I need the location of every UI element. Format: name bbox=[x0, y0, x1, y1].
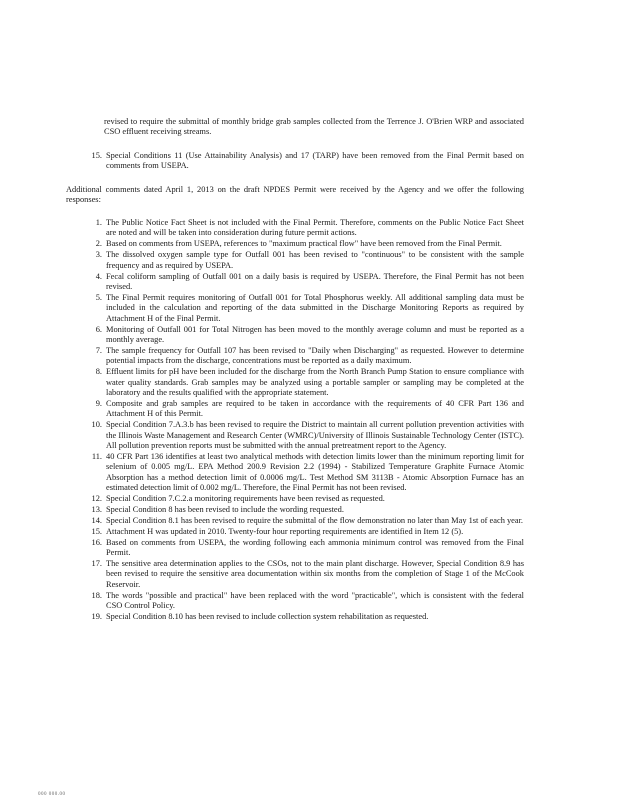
responses-list bbox=[84, 218, 524, 623]
response-text: Special Condition 8.1 has been revised to require the submittal of the flow demonstration no later than May 1st of each year. bbox=[106, 515, 524, 525]
response-number: 2. bbox=[95, 239, 102, 249]
response-number: 3. bbox=[95, 250, 102, 260]
response-number: 11. bbox=[91, 451, 102, 461]
response-item bbox=[84, 250, 524, 271]
response-number: 10. bbox=[91, 420, 102, 430]
response-item bbox=[84, 346, 524, 367]
response-number: 9. bbox=[95, 398, 102, 408]
page-footer: 000 000.00 bbox=[38, 792, 66, 797]
response-text: The Final Permit requires monitoring of Outfall 001 for Total Phosphorus weekly. All additional sampling data must be included in the calculation and reporting of the data submitted in the Discharge Monitoring Reports as required by Attachment H of the Final Permit. bbox=[106, 292, 524, 323]
response-text: Attachment H was updated in 2010. Twenty-four hour reporting requirements are identified in Item 12 (5). bbox=[106, 526, 464, 536]
response-number: 7. bbox=[95, 345, 102, 355]
response-item bbox=[84, 399, 524, 420]
response-number: 5. bbox=[95, 292, 102, 302]
response-item bbox=[84, 505, 524, 515]
response-number: 19. bbox=[91, 612, 102, 622]
item-15-paragraph bbox=[84, 151, 524, 172]
response-item bbox=[84, 452, 524, 494]
response-item bbox=[84, 559, 524, 590]
response-number: 15. bbox=[91, 526, 102, 536]
response-text: The dissolved oxygen sample type for Outfall 001 has been revised to "continuous" to be consistent with the sample frequency and as required by USEPA. bbox=[106, 250, 524, 270]
response-number: 1. bbox=[95, 218, 102, 227]
response-text: Fecal coliform sampling of Outfall 001 on a daily basis is required by USEPA. Therefore, the Final Permit has not been revised. bbox=[106, 271, 524, 291]
response-item bbox=[84, 272, 524, 293]
response-item bbox=[84, 538, 524, 559]
response-text: 40 CFR Part 136 identifies at least two analytical methods with detection limits lower than the minimum reporting limit for selenium of 0.005 mg/L. EPA Method 200.9 Revision 2.2 (1994) - Stabilized Temperature Graphite Furnace Atomic Absorption has a method detection limit of 0.0006 mg/L. Test Method SM 3113B - Atomic Absorption Furnace has an estimated detection limit of 0.002 mg/L. Therefore, the Final Permit has not been revised. bbox=[106, 451, 524, 493]
response-item bbox=[84, 367, 524, 398]
response-number: 8. bbox=[95, 367, 102, 377]
response-item bbox=[84, 612, 524, 622]
response-number: 13. bbox=[91, 504, 102, 514]
response-text: Special Condition 8.10 has been revised to include collection system rehabilitation as requested. bbox=[106, 612, 429, 622]
response-item bbox=[84, 494, 524, 504]
response-item bbox=[84, 239, 524, 249]
item-15-number: 15. bbox=[91, 151, 102, 160]
response-text: Based on comments from USEPA, references to "maximum practical flow" have been removed from the Final Permit. bbox=[106, 239, 502, 249]
response-item bbox=[84, 218, 524, 239]
response-text: Special Condition 8 has been revised to include the wording requested. bbox=[106, 504, 344, 514]
response-text: Monitoring of Outfall 001 for Total Nitrogen has been moved to the monthly average column and must be reported as a monthly average. bbox=[106, 324, 524, 344]
response-text: The words "possible and practical" have been replaced with the word "practicable", which is consistent with the federal CSO Control Policy. bbox=[106, 590, 524, 611]
response-item bbox=[84, 325, 524, 346]
response-item bbox=[84, 293, 524, 324]
response-text: The sensitive area determination applies to the CSOs, not to the main plant discharge. However, Special Condition 8.9 has been revised to require the sensitive area documentation within six months from the completion of Stage 1 of the McCook Reservoir. bbox=[106, 559, 524, 589]
response-text: The sample frequency for Outfall 107 has been revised to "Daily when Discharging" as requested. However to determine potential impacts from the discharge, concentrations must be reported as a daily maximum. bbox=[106, 345, 524, 366]
response-number: 17. bbox=[91, 559, 102, 568]
response-item bbox=[84, 591, 524, 612]
response-text: Special Condition 7.C.2.a monitoring requirements have been revised as requested. bbox=[106, 494, 385, 504]
item-15-text: Special Conditions 11 (Use Attainability Analysis) and 17 (TARP) have been removed from the Final Permit based on comments from USEPA. bbox=[106, 151, 524, 171]
intro-paragraph: Additional comments dated April 1, 2013 on the draft NPDES Permit were received by the Agency and we offer the following responses: bbox=[66, 185, 524, 205]
response-text: The Public Notice Fact Sheet is not included with the Final Permit. Therefore, comments on the Public Notice Fact Sheet are noted and will be taken into consideration during future permit actions. bbox=[106, 218, 524, 238]
response-text: Effluent limits for pH have been included for the discharge from the North Branch Pump Station to ensure compliance with water quality standards. Grab samples may be analyzed using a portable sampler or sampling may be completed at the laboratory and the results qualified with the appropriate statement. bbox=[106, 367, 524, 397]
response-item bbox=[84, 527, 524, 537]
response-text: Composite and grab samples are required to be taken in accordance with the requirements of 40 CFR Part 136 and Attachment H of this Permit. bbox=[106, 398, 524, 419]
response-item bbox=[84, 516, 524, 526]
continuation-paragraph: revised to require the submittal of monthly bridge grab samples collected from the Terrence J. O'Brien WRP and associated CSO effluent receiving streams. bbox=[104, 117, 524, 137]
response-number: 14. bbox=[91, 515, 102, 525]
response-number: 16. bbox=[91, 537, 102, 547]
response-number: 4. bbox=[95, 271, 102, 281]
response-number: 18. bbox=[91, 590, 102, 600]
response-text: Special Condition 7.A.3.b has been revised to require the District to maintain all current pollution prevention activities with the Illinois Waste Management and Research Center (WMRC)/University of Illinois Sustainable Technology Center (ISTC). All pollution prevention reports must be submitted with the annual pretreatment report to the Agency. bbox=[106, 420, 524, 451]
response-text: Based on comments from USEPA, the wording following each ammonia minimum control was removed from the Final Permit. bbox=[106, 537, 524, 558]
response-number: 12. bbox=[91, 494, 102, 504]
response-item bbox=[84, 420, 524, 451]
response-number: 6. bbox=[95, 324, 102, 334]
